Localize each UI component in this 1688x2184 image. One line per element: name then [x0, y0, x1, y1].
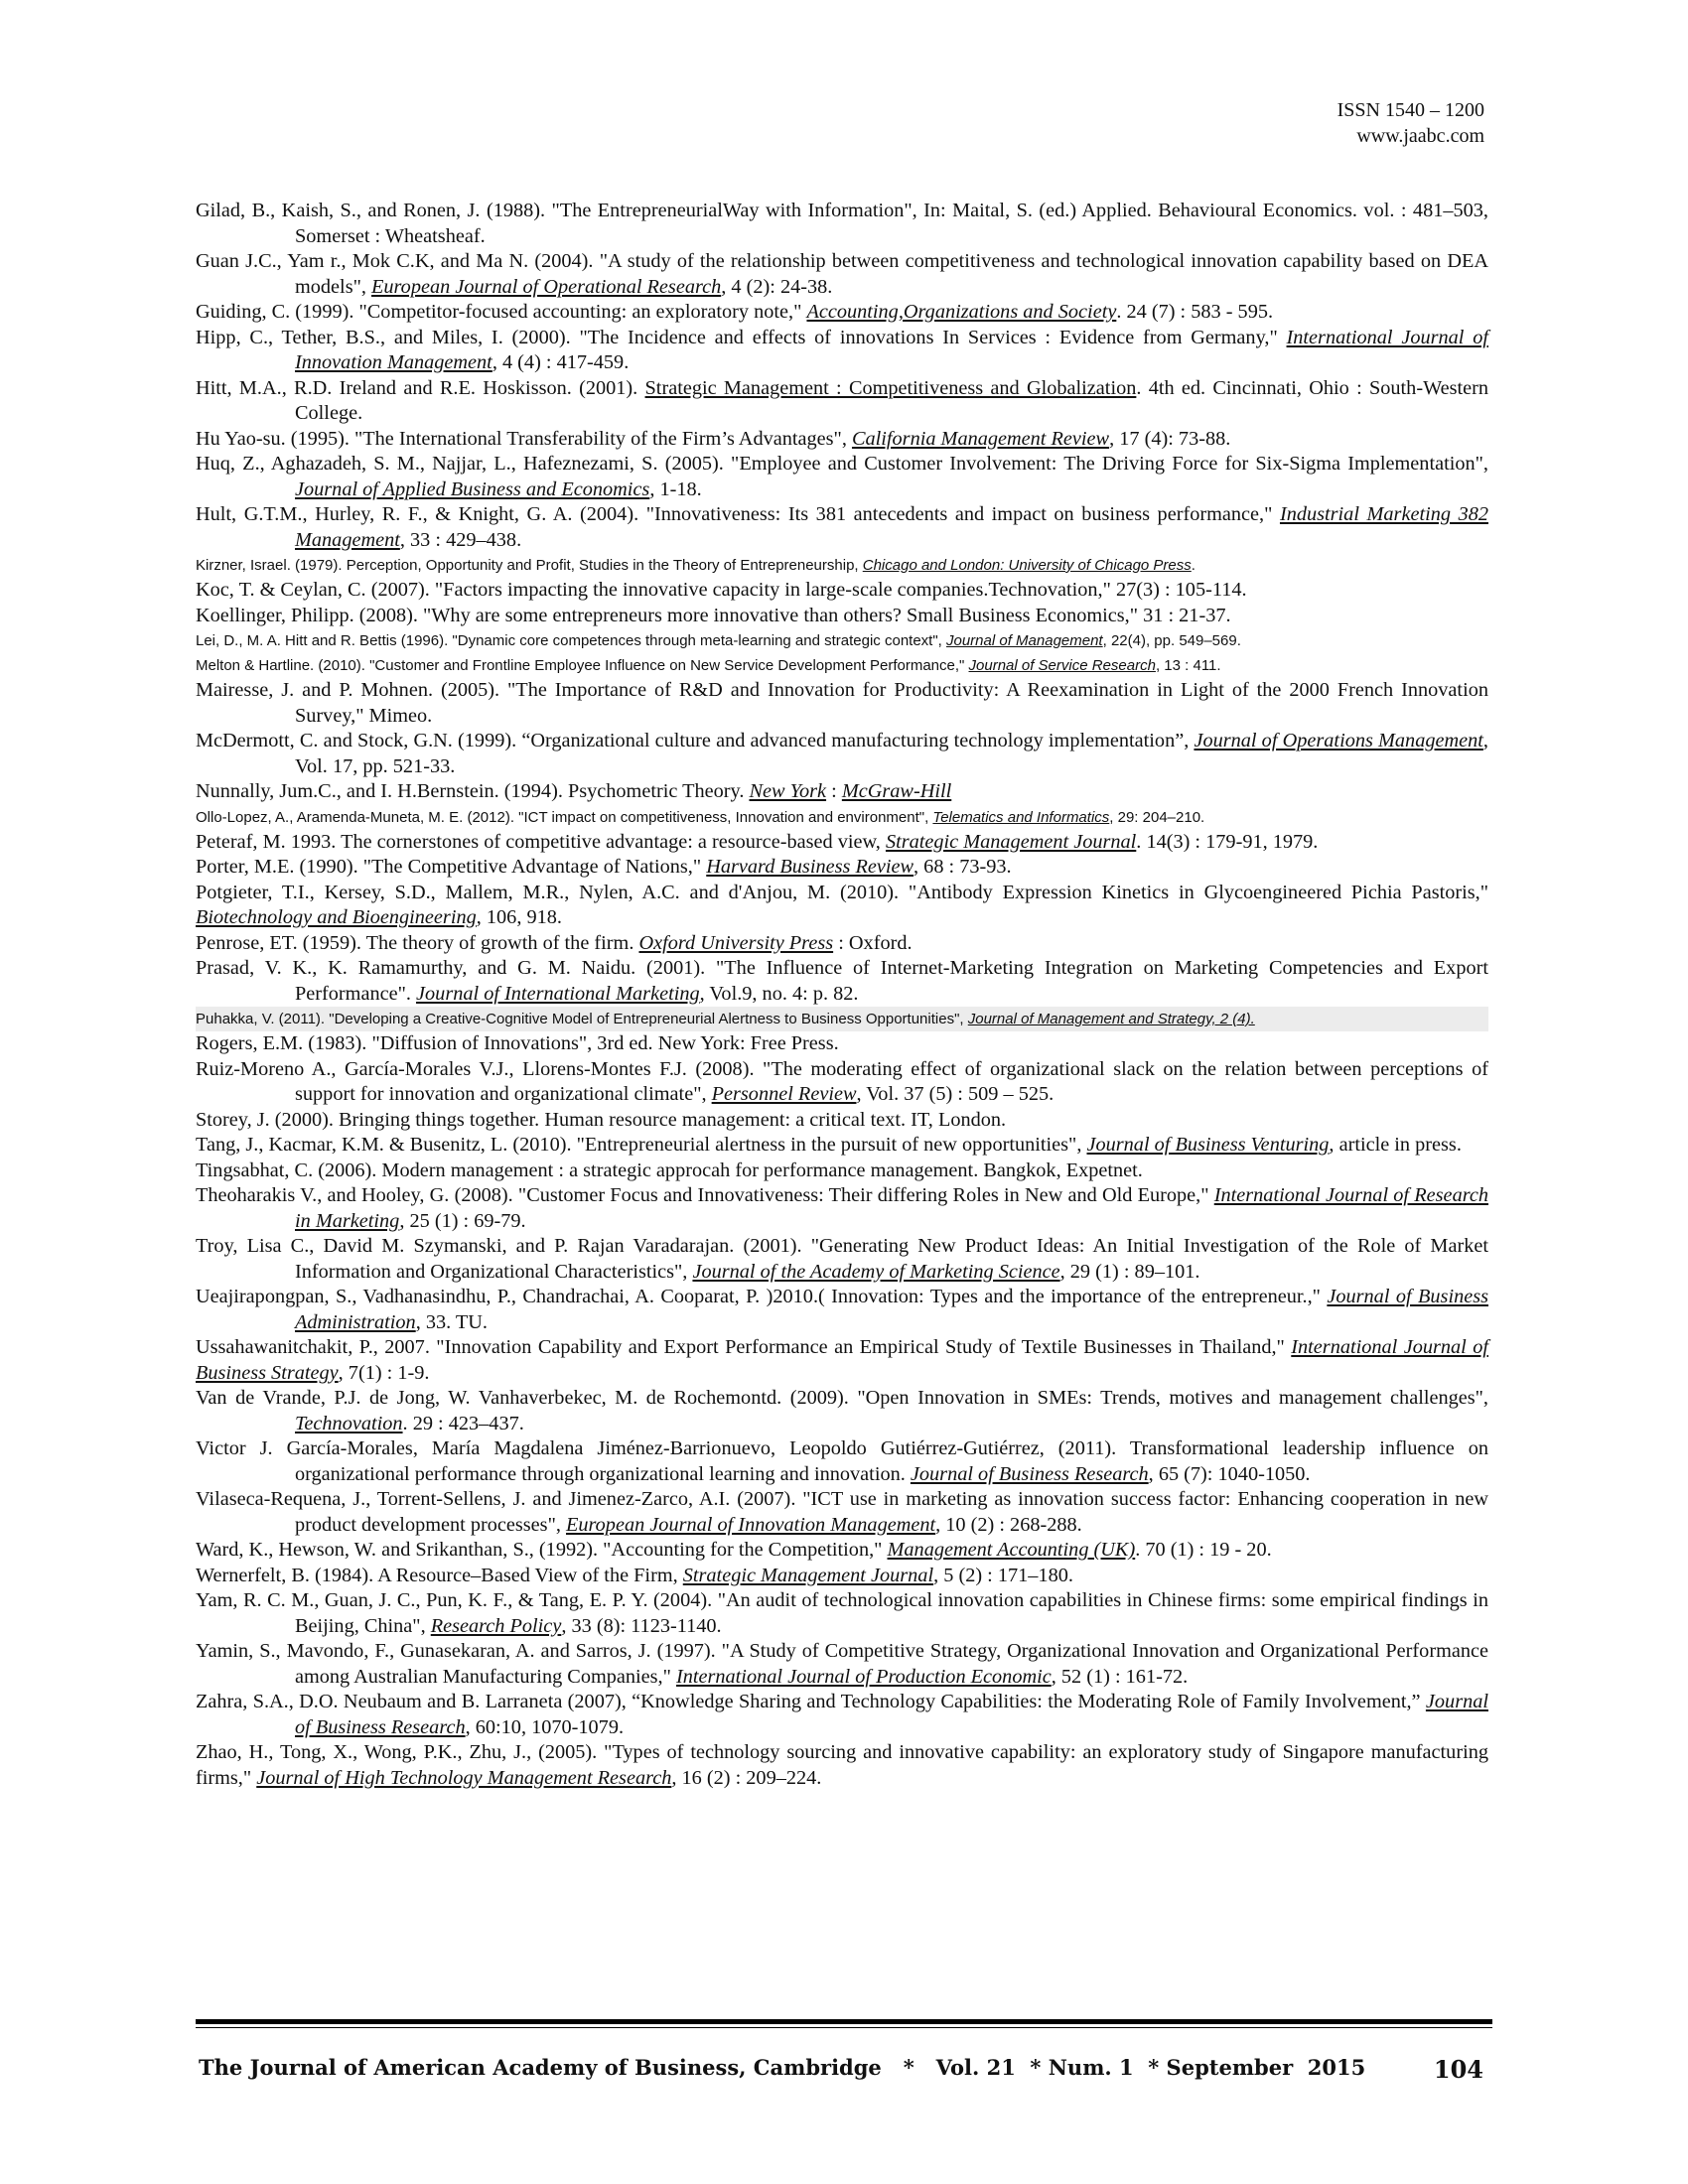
reference-source: International Journal of Research in Marketing [295, 1184, 1488, 1232]
reference-source: Journal of Service Research [968, 657, 1156, 674]
page-header [1337, 97, 1484, 149]
reference-entry [196, 1639, 1488, 1690]
footer-rule-thin [196, 2027, 1492, 2028]
reference-details: . 70 (1) : 19 - 20. [1135, 1539, 1272, 1561]
reference-source: European Journal of Operational Research [371, 275, 722, 298]
reference-source: California Management Review [851, 427, 1110, 450]
reference-text: Tang, J., Kacmar, K.M. & Busenitz, L. (2010). "Entrepreneurial alertness in the pursuit of new opportunities", [196, 1134, 1087, 1156]
reference-entry [196, 1740, 1488, 1791]
reference-details: , 33. TU. [415, 1310, 489, 1333]
reference-text: Hitt, M.A., R.D. Ireland and R.E. Hoskisson. (2001). [196, 376, 645, 399]
reference-source: Journal of International Marketing [416, 982, 700, 1005]
reference-entry [196, 1133, 1488, 1159]
reference-text: Ussahawanitchakit, P., 2007. "Innovation Capability and Export Performance an Empirical Study of Textile Businesses in Thailand," [196, 1336, 1292, 1358]
reference-source: Telematics and Informatics [932, 808, 1110, 826]
reference-text: Kirzner, Israel. (1979). Perception, Opportunity and Profit, Studies in the Theory of Entrepreneurship, [196, 557, 863, 574]
reference-details: , Vol.9, no. 4: p. 82. [699, 982, 859, 1005]
reference-text: Koellinger, Philipp. (2008). "Why are some entrepreneurs more innovative than others? Small Business Economics," 31 : 21-37. [196, 604, 1231, 626]
reference-entry [196, 1487, 1488, 1538]
reference-details: , 10 (2) : 268-288. [935, 1513, 1082, 1536]
reference-source: Strategic Management Journal [885, 830, 1137, 853]
reference-entry [196, 326, 1488, 376]
reference-entry [196, 1335, 1488, 1386]
reference-entry [196, 1436, 1488, 1487]
reference-entry [196, 1234, 1488, 1285]
reference-details: , 17 (4): 73-88. [1109, 427, 1231, 450]
reference-details: , 29: 204–210. [1109, 808, 1205, 826]
reference-source: Management Accounting (UK) [887, 1539, 1136, 1561]
reference-text: McDermott, C. and Stock, G.N. (1999). “Organizational culture and advanced manufacturing technology implementation”, [196, 730, 1195, 751]
reference-details: , Vol. 37 (5) : 509 – 525. [856, 1083, 1055, 1105]
reference-text: Ruiz-Moreno A., García-Morales V.J., Llorens-Montes F.J. (2008). "The moderating effect of organizational slack on the relation between perceptions of support for innovation and organizational climate", [196, 1057, 1488, 1105]
reference-text: Rogers, E.M. (1983). "Diffusion of Innovations", 3rd ed. New York: Free Press. [196, 1032, 839, 1054]
reference-text: Lei, D., M. A. Hitt and R. Bettis (1996). "Dynamic core competences through meta-learning and strategic context", [196, 632, 946, 649]
reference-source: Journal of Business Administration [295, 1286, 1489, 1333]
reference-source: International Journal of Business Strategy [196, 1336, 1488, 1384]
reference-text: Vilaseca-Requena, J., Torrent-Sellens, J. and Jimenez-Zarco, A.I. (2007). "ICT use in marketing as innovation success factor: Enhancing cooperation in new product development processes", [196, 1488, 1488, 1536]
reference-text: Zhao, H., Tong, X., Wong, P.K., Zhu, J., (2005). "Types of technology sourcing and innovative capability: an exploratory study of Singapore manufacturing firms," [196, 1741, 1488, 1789]
reference-text: Potgieter, T.I., Kersey, S.D., Mallem, M.R., Nylen, A.C. and d'Anjou, M. (2010). "Antibody Expression Kinetics in Glycoengineered Pichia Pastoris," [196, 881, 1488, 903]
reference-entry [196, 427, 1488, 453]
reference-entry [196, 805, 1488, 830]
reference-details: , 25 (1) : 69-79. [399, 1209, 526, 1232]
page-footer [199, 2055, 1489, 2084]
reference-entry [196, 855, 1488, 881]
reference-text: Gilad, B., Kaish, S., and Ronen, J. (1988). "The EntrepreneurialWay with Information", In: Maital, S. (ed.) Applied. Behavioural Economics. vol. : 481–503, Somerset : Wheatsheaf. [196, 200, 1488, 247]
reference-text: Hipp, C., Tether, B.S., and Miles, I. (2000). "The Incidence and effects of innovations In Services : Evidence from Germany," [196, 326, 1287, 348]
reference-text: Ueajirapongpan, S., Vadhanasindhu, P., Chandrachai, A. Cooparat, P. )2010.( Innovation: Types and the importance of the entrepreneur.," [196, 1286, 1328, 1307]
reference-details: , 16 (2) : 209–224. [671, 1766, 822, 1789]
reference-source: Journal of High Technology Management Research [256, 1766, 672, 1789]
reference-details: , 1-18. [649, 478, 702, 500]
reference-details: , 106, 918. [476, 906, 562, 928]
reference-source: Biotechnology and Bioengineering [196, 906, 477, 928]
reference-entry [196, 1285, 1488, 1335]
reference-text: Yam, R. C. M., Guan, J. C., Pun, K. F., & Tang, E. P. Y. (2004). "An audit of technological innovation capabilities in Chinese firms: some empirical findings in Beijing, China", [196, 1589, 1488, 1637]
reference-details: , 33 : 429–438. [399, 528, 522, 551]
footer-rule [196, 2019, 1492, 2024]
reference-entry [196, 1386, 1488, 1436]
reference-text: Mairesse, J. and P. Mohnen. (2005). "The Importance of R&D and Innovation for Productivity: A Reexamination in Light of the 2000 French Innovation Survey," Mimeo. [196, 679, 1488, 727]
reference-text: Koc, T. & Ceylan, C. (2007). "Factors impacting the innovative capacity in large-scale companies.Technovation," 27(3) : 105-114. [196, 579, 1247, 601]
reference-source: Journal of Operations Management [1194, 730, 1483, 751]
reference-source: International Journal of Innovation Management [295, 326, 1488, 373]
reference-source: Oxford University Press [638, 931, 834, 954]
reference-entry [196, 1538, 1488, 1564]
reference-title: Strategic Management : Competitiveness and Globalization [644, 376, 1137, 399]
reference-entry [196, 653, 1488, 678]
reference-entry [196, 729, 1488, 779]
reference-source: Harvard Business Review [706, 856, 914, 878]
reference-text: Tingsabhat, C. (2006). Modern management : a strategic approcah for performance management. Bangkok, Expetnet. [196, 1159, 1143, 1181]
reference-entry [196, 956, 1488, 1007]
reference-text: Wernerfelt, B. (1984). A Resource–Based View of the Firm, [196, 1564, 683, 1586]
reference-source: Research Policy [430, 1614, 562, 1637]
reference-details: , 4 (2): 24-38. [721, 275, 833, 298]
reference-entry [196, 604, 1488, 629]
reference-source: Accounting,Organizations and Society [806, 301, 1117, 323]
reference-entry [196, 1159, 1488, 1184]
reference-source: Journal of Management and Strategy, 2 (4). [967, 1011, 1255, 1027]
reference-text: Victor J. García-Morales, María Magdalena Jiménez-Barrionuevo, Leopoldo Gutiérrez-Gutiérrez, (2011). Transformational leadership influence on organizational performance through organizational learning and innovation. [196, 1437, 1488, 1485]
reference-entry [196, 199, 1488, 249]
reference-text: Guiding, C. (1999). "Competitor-focused accounting: an exploratory note," [196, 301, 807, 323]
reference-text: Melton & Hartline. (2010). "Customer and Frontline Employee Influence on New Service Development Performance," [196, 657, 969, 674]
reference-entry [196, 1007, 1488, 1031]
reference-source: Journal of Management [946, 632, 1103, 649]
reference-source: Industrial Marketing 382 Management [295, 503, 1488, 551]
reference-text: Theoharakis V., and Hooley, G. (2008). "Customer Focus and Innovativeness: Their differing Roles in New and Old Europe," [196, 1184, 1214, 1206]
reference-entry [196, 931, 1488, 957]
reference-entry [196, 1183, 1488, 1234]
reference-details: . 4th ed. Cincinnati, Ohio : South-Western College. [295, 376, 1489, 424]
reference-source: Journal of Business Venturing [1086, 1134, 1330, 1156]
reference-source: New York [749, 780, 827, 802]
reference-source: McGraw-Hill [841, 780, 952, 802]
reference-details: , 5 (2) : 171–180. [933, 1564, 1073, 1586]
reference-text: Prasad, V. K., K. Ramamurthy, and G. M. Naidu. (2001). "The Influence of Internet-Marketing Integration on Marketing Competencies and Export Performance". [196, 957, 1488, 1005]
reference-text: Troy, Lisa C., David M. Szymanski, and P. Rajan Varadarajan. (2001). "Generating New Product Ideas: An Initial Investigation of the Role of Market Information and Organizational Characteristics", [196, 1235, 1488, 1283]
reference-details: . [1191, 557, 1196, 574]
reference-entry [196, 1588, 1488, 1639]
reference-details: , 7(1) : 1-9. [338, 1361, 430, 1384]
reference-details: , 13 : 411. [1155, 657, 1221, 674]
website: www.jaabc.com [1356, 125, 1484, 147]
reference-entry [196, 881, 1488, 931]
reference-details: , 22(4), pp. 549–569. [1102, 632, 1241, 649]
footer-journal: The Journal of American Academy of Business, Cambridge * Vol. 21 * Num. 1 * September 2015 [199, 2055, 1366, 2080]
reference-details: : Oxford. [833, 931, 913, 954]
reference-entry [196, 678, 1488, 729]
reference-details: , 68 : 73-93. [914, 856, 1012, 878]
reference-source: Strategic Management Journal [682, 1564, 934, 1586]
reference-source: International Journal of Production Economic [675, 1665, 1052, 1688]
reference-details: , Vol. 17, pp. 521-33. [295, 730, 1488, 777]
reference-details: , 33 (8): 1123-1140. [561, 1614, 722, 1637]
reference-text: Puhakka, V. (2011). "Developing a Creative-Cognitive Model of Entrepreneurial Alertness to Business Opportunities", [196, 1011, 968, 1027]
reference-text: Ward, K., Hewson, W. and Srikanthan, S., (1992). "Accounting for the Competition," [196, 1539, 888, 1561]
reference-details: , 29 (1) : 89–101. [1059, 1260, 1200, 1283]
reference-details: . 29 : 423–437. [402, 1412, 524, 1434]
reference-details: , 4 (4) : 417-459. [492, 351, 630, 373]
reference-entry [196, 1031, 1488, 1057]
reference-details: , 65 (7): 1040-1050. [1148, 1462, 1311, 1485]
reference-details: . 24 (7) : 583 - 595. [1116, 301, 1274, 323]
reference-source: European Journal of Innovation Management [566, 1513, 936, 1536]
reference-entry [196, 578, 1488, 604]
reference-entry [196, 779, 1488, 805]
reference-entry [196, 300, 1488, 326]
reference-entry [196, 1057, 1488, 1108]
reference-details: : [826, 780, 842, 802]
reference-text: Hult, G.T.M., Hurley, R. F., & Knight, G. A. (2004). "Innovativeness: Its 381 antecedents and impact on business performance," [196, 503, 1280, 525]
reference-entry [196, 830, 1488, 856]
reference-entry [196, 249, 1488, 300]
reference-text: Hu Yao-su. (1995). "The International Transferability of the Firm’s Advantages", [196, 427, 852, 450]
reference-entry [196, 553, 1488, 578]
reference-text: Van de Vrande, P.J. de Jong, W. Vanhaverbekec, M. de Rochemontd. (2009). "Open Innovation in SMEs: Trends, motives and management challenges", [196, 1387, 1488, 1409]
reference-text: Guan J.C., Yam r., Mok C.K, and Ma N. (2004). "A study of the relationship between competitiveness and technological innovation capability based on DEA models", [196, 250, 1488, 298]
reference-source: Journal of Business Research [295, 1691, 1488, 1738]
reference-details: , 52 (1) : 161-72. [1051, 1665, 1189, 1688]
reference-text: Zahra, S.A., D.O. Neubaum and B. Larraneta (2007), “Knowledge Sharing and Technology Capabilities: the Moderating Role of Family Involvement,” [196, 1691, 1426, 1712]
reference-list [196, 199, 1488, 1791]
reference-source: Journal of Business Research [910, 1462, 1149, 1485]
reference-text: Penrose, ET. (1959). The theory of growth of the firm. [196, 931, 639, 954]
page-number: 104 [1433, 2055, 1483, 2084]
reference-entry [196, 1108, 1488, 1134]
reference-entry [196, 628, 1488, 653]
reference-text: Storey, J. (2000). Bringing things together. Human resource management: a critical text. IT, London. [196, 1108, 1007, 1131]
reference-text: Peteraf, M. 1993. The cornerstones of competitive advantage: a resource-based view, [196, 830, 886, 853]
reference-source: Journal of the Academy of Marketing Science [692, 1260, 1060, 1283]
reference-details: . 14(3) : 179-91, 1979. [1136, 830, 1319, 853]
reference-text: Porter, M.E. (1990). "The Competitive Advantage of Nations," [196, 856, 707, 878]
reference-text: Ollo-Lopez, A., Aramenda-Muneta, M. E. (2012). "ICT impact on competitiveness, Innovation and environment", [196, 808, 933, 826]
reference-entry [196, 1564, 1488, 1589]
reference-source: Journal of Applied Business and Economics [295, 478, 650, 500]
reference-text: Huq, Z., Aghazadeh, S. M., Najjar, L., Hafeznezami, S. (2005). "Employee and Customer Involvement: The Driving Force for Six-Sigma Implementation", [196, 453, 1488, 475]
reference-entry [196, 376, 1488, 427]
reference-details: , article in press. [1329, 1134, 1462, 1156]
reference-details: , 60:10, 1070-1079. [465, 1715, 625, 1738]
reference-entry [196, 1690, 1488, 1740]
reference-entry [196, 452, 1488, 502]
reference-source: Technovation [295, 1412, 403, 1434]
reference-text: Nunnally, Jum.C., and I. H.Bernstein. (1994). Psychometric Theory. [196, 780, 750, 802]
reference-entry [196, 502, 1488, 553]
reference-source: Chicago and London: University of Chicago Press [862, 557, 1192, 574]
issn: ISSN 1540 – 1200 [1336, 99, 1484, 121]
reference-source: Personnel Review [711, 1083, 857, 1105]
reference-text: Yamin, S., Mavondo, F., Gunasekaran, A. and Sarros, J. (1997). "A Study of Competitive Strategy, Organizational Innovation and Organizational Performance among Australian Manufacturing Companies," [196, 1640, 1488, 1688]
